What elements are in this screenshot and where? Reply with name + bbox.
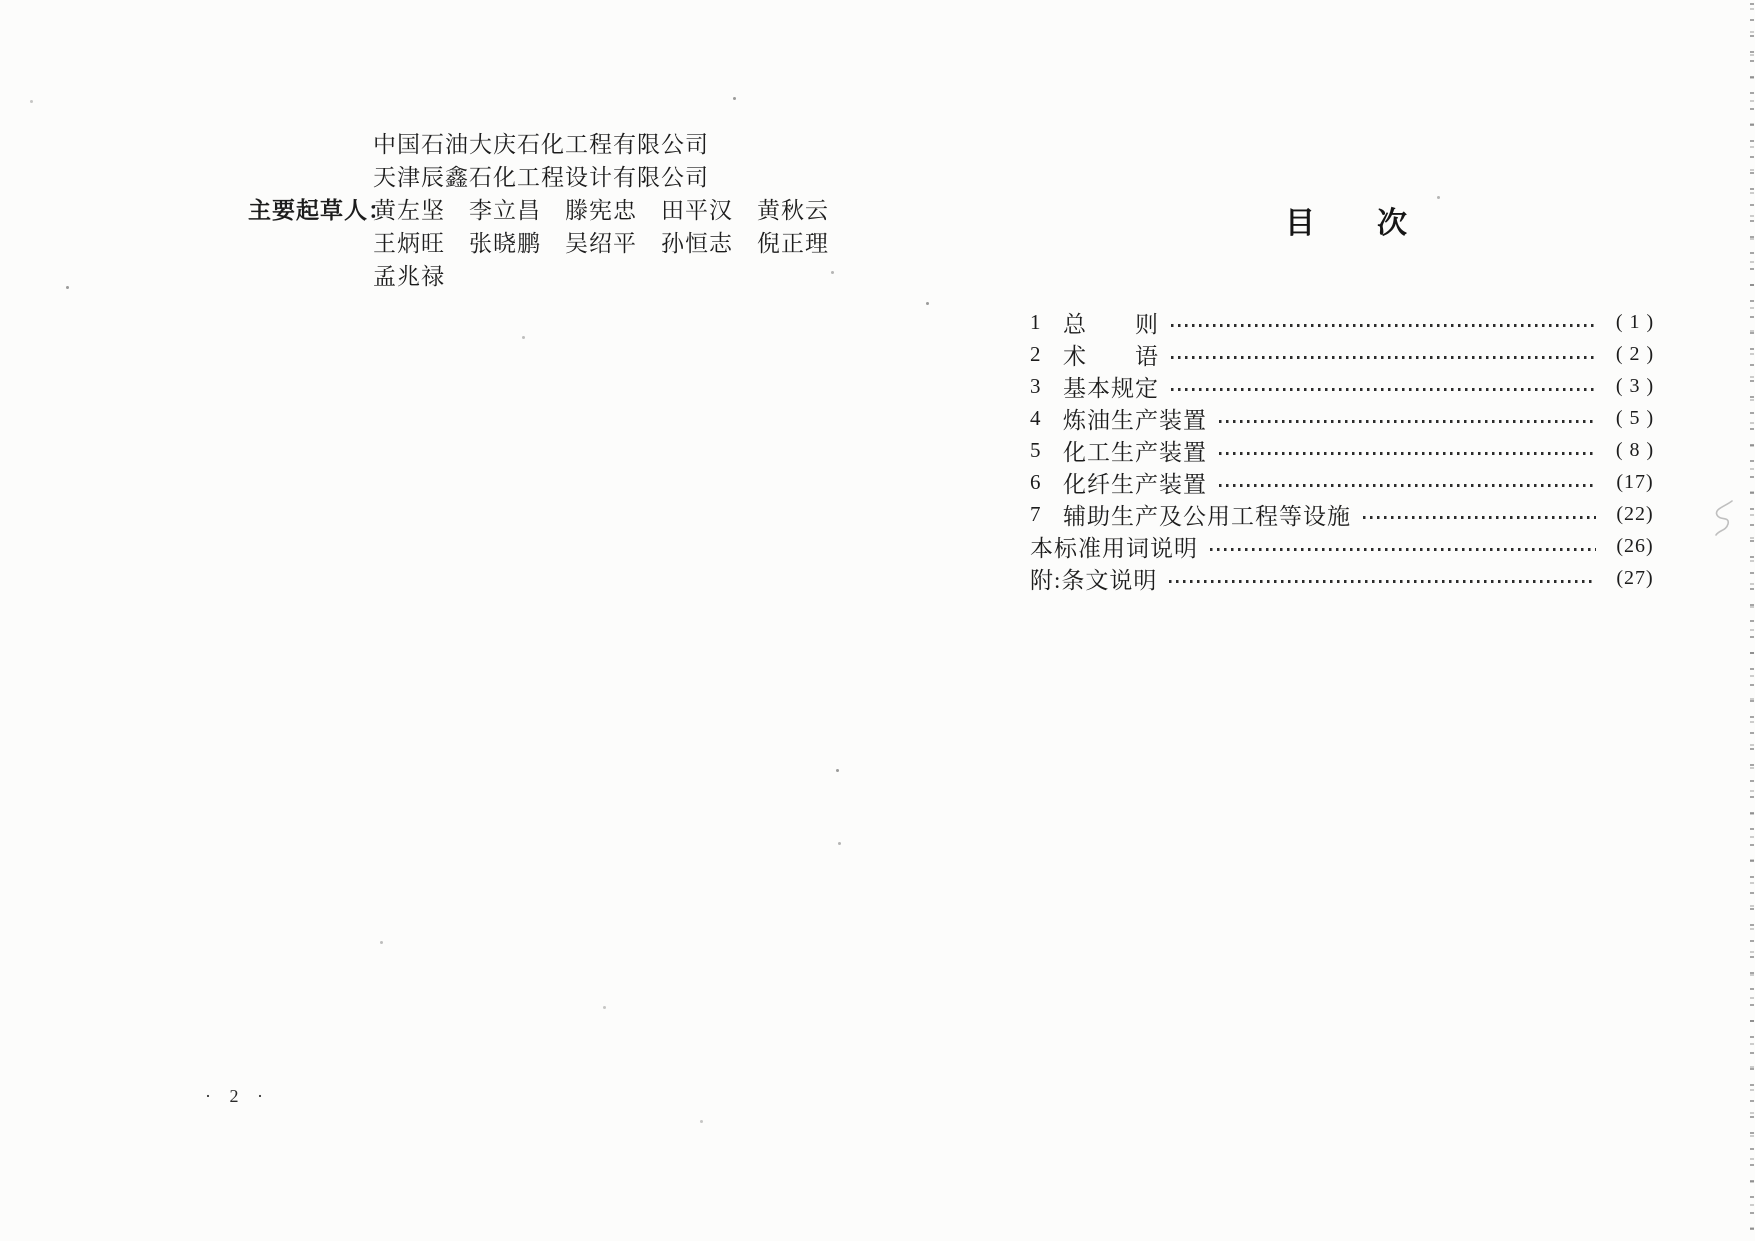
toc-entry-title: 化工生产装置 — [1063, 439, 1207, 465]
toc-list — [1030, 306, 1664, 594]
dot-leader — [1219, 420, 1596, 423]
toc-title — [1030, 198, 1662, 242]
toc-entry — [1030, 370, 1664, 402]
dot-leader — [1171, 324, 1596, 327]
toc-entry-number: 4 — [1030, 405, 1041, 430]
toc-entry-number: 3 — [1030, 373, 1041, 398]
drafter-names-line: 黄左坚 李立昌 滕宪忠 田平汉 黄秋云 — [373, 198, 829, 223]
toc-entry-page: ( 8 ) — [1615, 438, 1655, 461]
page-number: · 2 · — [205, 1086, 270, 1106]
toc-entry-page: ( 2 ) — [1615, 342, 1655, 365]
toc-entry-number: 6 — [1030, 469, 1041, 494]
scan-speck — [380, 941, 383, 944]
scan-speck — [1437, 196, 1440, 199]
scan-speck — [831, 271, 834, 274]
scan-binding-noise — [1750, 0, 1754, 1241]
toc-entry-title: 术 语 — [1063, 343, 1159, 369]
dot-leader — [1363, 516, 1596, 519]
toc-entry-number: 2 — [1030, 341, 1041, 366]
toc-entry-page: (22) — [1616, 502, 1654, 525]
toc-entry-page: (27) — [1616, 566, 1654, 589]
scan-speck — [522, 336, 525, 339]
dot-leader — [1171, 356, 1596, 359]
toc-entry — [1030, 466, 1664, 498]
dot-leader — [1219, 484, 1596, 487]
toc-entry-title: 附:条文说明 — [1030, 567, 1158, 593]
toc-entry — [1030, 530, 1664, 562]
drafting-credits-block — [248, 128, 829, 293]
toc-entry-title: 化纤生产装置 — [1063, 471, 1207, 497]
dot-leader — [1210, 548, 1596, 551]
toc-entry-number: 5 — [1030, 437, 1041, 462]
dot-leader — [1219, 452, 1596, 455]
toc-title-char: 次 — [1377, 207, 1407, 240]
organization-line: 天津辰鑫石化工程设计有限公司 — [373, 165, 709, 190]
toc-entry — [1030, 498, 1664, 530]
toc-entry-page: ( 5 ) — [1615, 406, 1655, 429]
toc-entry-title: 总 则 — [1063, 311, 1159, 337]
toc-entry — [1030, 306, 1664, 338]
toc-entry — [1030, 402, 1664, 434]
scan-speck — [838, 842, 841, 845]
toc-entry — [1030, 434, 1664, 466]
scan-speck — [836, 769, 839, 772]
toc-entry-number: 1 — [1030, 309, 1041, 334]
toc-entry-number: 7 — [1030, 501, 1041, 526]
toc-entry-title: 基本规定 — [1063, 375, 1159, 401]
drafter-names-line: 王炳旺 张晓鹏 吴绍平 孙恒志 倪正理 — [373, 231, 829, 256]
handwritten-mark — [1706, 498, 1740, 542]
toc-entry — [1030, 562, 1664, 594]
scan-speck — [603, 1006, 606, 1009]
scan-speck — [700, 1120, 703, 1123]
drafter-names-line: 孟兆禄 — [373, 264, 445, 289]
scan-speck — [30, 100, 33, 103]
toc-entry-page: ( 3 ) — [1615, 374, 1655, 397]
toc-entry-title: 炼油生产装置 — [1063, 407, 1207, 433]
dot-leader — [1169, 580, 1596, 583]
toc-entry-page: (17) — [1616, 470, 1654, 493]
credits-lines — [373, 128, 829, 293]
scan-speck — [66, 286, 69, 289]
scan-speck — [926, 302, 929, 305]
toc-entry — [1030, 338, 1664, 370]
drafters-label: 主要起草人： — [248, 198, 392, 223]
toc-entry-page: ( 1 ) — [1615, 310, 1655, 333]
dot-leader — [1171, 388, 1596, 391]
toc-title-char: 目 — [1285, 207, 1315, 240]
scan-speck — [733, 97, 736, 100]
toc-entry-title: 辅助生产及公用工程等设施 — [1063, 503, 1351, 529]
toc-entry-title: 本标准用词说明 — [1030, 535, 1198, 561]
toc-entry-page: (26) — [1616, 534, 1654, 557]
organization-line: 中国石油大庆石化工程有限公司 — [373, 132, 709, 157]
